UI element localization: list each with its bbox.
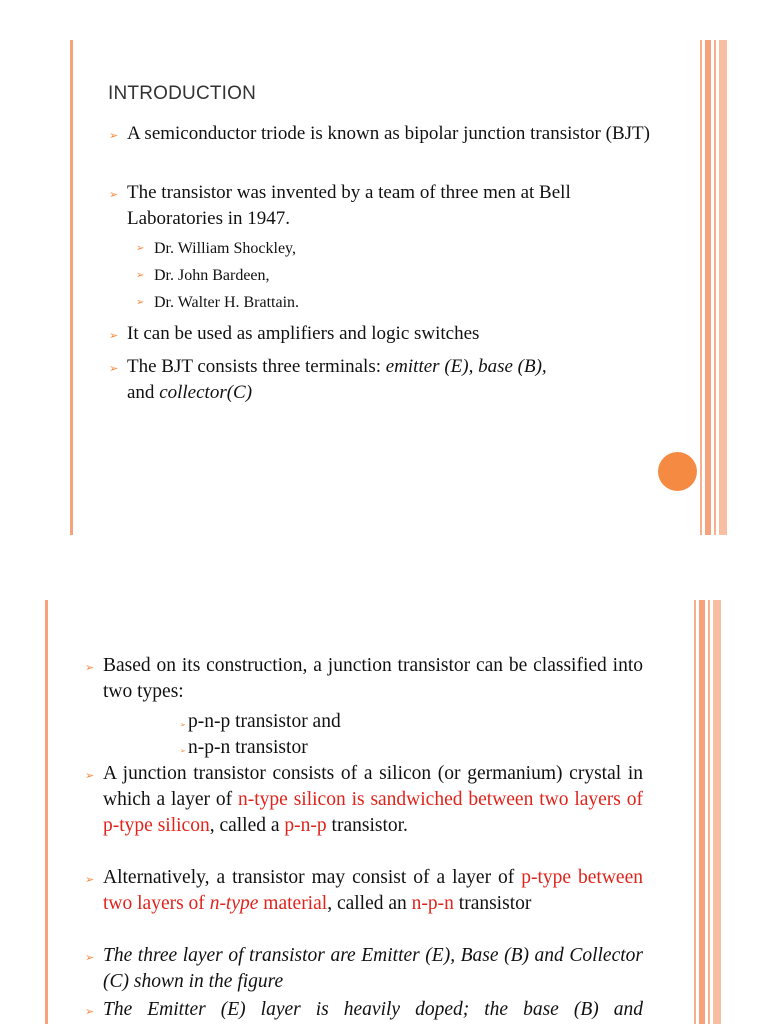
bullet-emitter-doping: ➢ The Emitter (E) layer is heavily doped; the base (B) and — [85, 997, 643, 1023]
inventor-item: ➢ Dr. Walter H. Brattain. — [136, 294, 300, 311]
right-border-stripes — [700, 40, 730, 535]
arrowhead-bullet-icon: ➢ — [136, 270, 145, 281]
arrowhead-bullet-icon: ➢ — [180, 747, 186, 755]
arrowhead-bullet-icon: ➢ — [136, 243, 145, 254]
arrowhead-bullet-icon: ➢ — [85, 661, 95, 674]
bullet-bjt-definition: ➢ A semiconductor triode is known as bipolar junction transistor (BJT) — [109, 121, 650, 147]
right-border-stripes — [694, 600, 724, 1024]
page-gap — [0, 545, 768, 585]
arrowhead-bullet-icon: ➢ — [85, 1005, 95, 1018]
slide-2 — [0, 585, 768, 1024]
arrowhead-bullet-icon: ➢ — [180, 721, 186, 729]
arrowhead-bullet-icon: ➢ — [85, 769, 95, 782]
slide-title: INTRODUCTION — [108, 83, 257, 104]
bullet-classification: ➢ Based on its construction, a junction transistor can be classified into two types: — [85, 655, 643, 702]
arrowhead-bullet-icon: ➢ — [109, 329, 119, 342]
type-item: ➢ p-n-p transistor and — [180, 709, 480, 735]
bullet-pnp-structure: ➢ A junction transistor consists of a silicon (or germanium) crystal in which a layer of n-type silicon is sandwiched between two layers of p-type silicon, called a p-n-p transistor. — [85, 763, 643, 836]
bullet-three-layers: ➢ The three layer of transistor are Emitter (E), Base (B) and Collector (C) shown in the figure — [85, 945, 643, 992]
type-item: ➢ n-p-n transistor — [180, 735, 480, 761]
arrowhead-bullet-icon: ➢ — [109, 129, 119, 142]
inventor-item: ➢ Dr. John Bardeen, — [136, 267, 270, 284]
bullet-uses: ➢ It can be used as amplifiers and logic switches — [109, 321, 654, 347]
orange-circle-icon — [658, 452, 697, 491]
left-border-line — [70, 40, 73, 535]
arrowhead-bullet-icon: ➢ — [109, 188, 119, 201]
bullet-invention: ➢ The transistor was invented by a team of three men at Bell Laboratories in 1947. — [109, 182, 571, 229]
arrowhead-bullet-icon: ➢ — [85, 873, 95, 886]
bullet-terminals: ➢ The BJT consists three terminals: emitter (E), base (B), and collector(C) — [109, 356, 547, 403]
arrowhead-bullet-icon: ➢ — [136, 297, 145, 308]
left-border-line — [45, 600, 48, 1024]
arrowhead-bullet-icon: ➢ — [85, 951, 95, 964]
arrowhead-bullet-icon: ➢ — [109, 362, 119, 375]
inventor-item: ➢ Dr. William Shockley, — [136, 240, 297, 257]
bullet-npn-structure: ➢ Alternatively, a transistor may consist of a layer of p-type between two layers of n-type material, called an n-p-n transistor — [85, 867, 643, 914]
